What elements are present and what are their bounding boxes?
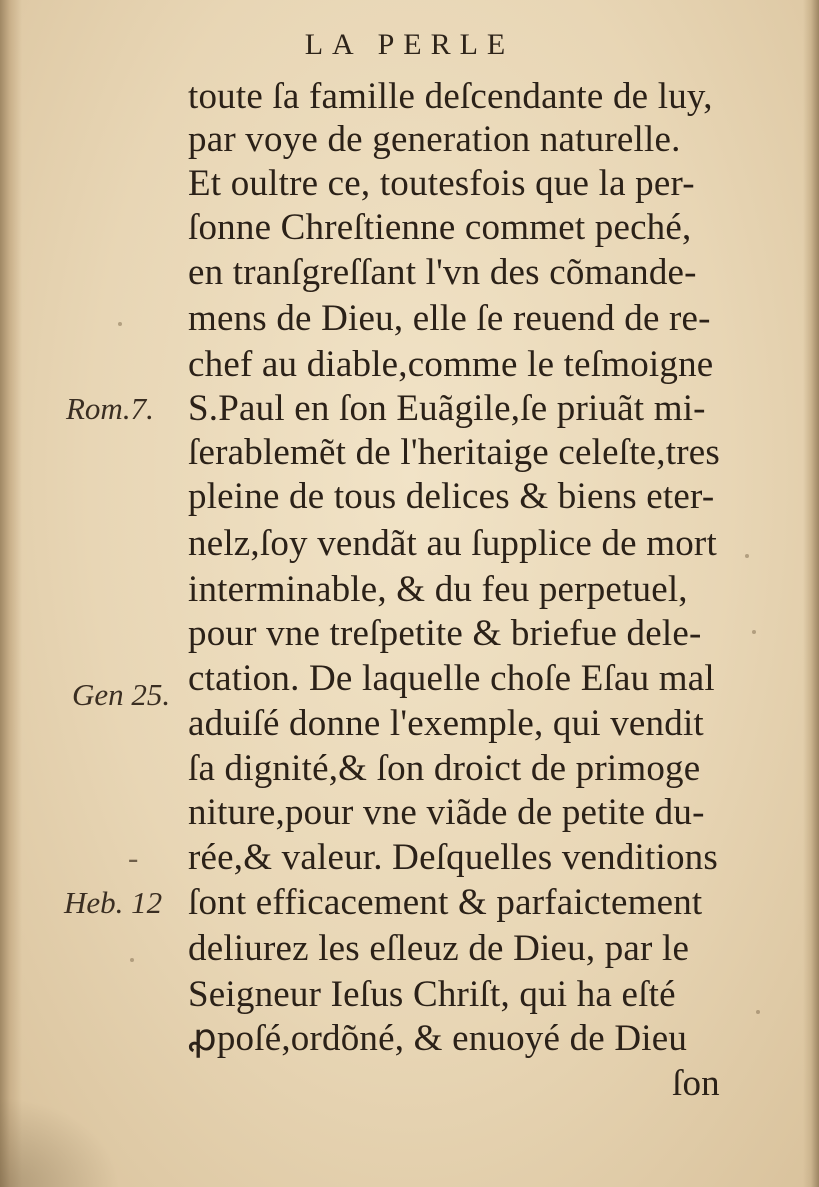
text-line: toute ſa famille deſcendante de luy, <box>188 76 713 117</box>
margin-note-gen: Gen 25. <box>72 677 171 712</box>
text-line: ſerablemẽt de l'heritaige celeſte,tres <box>188 432 720 473</box>
text-line: chef au diable,comme le teſmoigne <box>188 344 714 385</box>
ink-speck <box>752 630 756 634</box>
text-line: par voye de generation naturelle. <box>188 119 681 160</box>
text-line: S.Paul en ſon Euãgile,ſe priuãt mi- <box>188 388 706 429</box>
text-line: pour vne treſpetite & briefue dele- <box>188 613 702 654</box>
text-line: interminable, & du feu perpetuel, <box>188 569 688 610</box>
text-line: ꝓpoſé,ordõné, & enuoyé de Dieu <box>188 1018 688 1059</box>
ink-speck <box>756 1010 760 1014</box>
text-line: ctation. De laquelle choſe Eſau mal <box>188 658 715 699</box>
text-line: ſont efficacement & parfaictement <box>188 882 703 923</box>
text-line: nelz,ſoy vendãt au ſupplice de mort <box>188 523 717 564</box>
catchword: ſon <box>672 1063 720 1104</box>
ink-speck <box>130 958 134 962</box>
page-corner-shadow <box>0 1097 120 1187</box>
margin-note-heb: Heb. 12 <box>64 885 163 920</box>
ink-speck <box>118 322 122 326</box>
text-line: ſonne Chreſtienne commet peché, <box>188 207 692 248</box>
page-left-edge <box>0 0 22 1187</box>
ink-speck <box>745 554 749 558</box>
text-line: mens de Dieu, elle ſe reuend de re- <box>188 298 711 339</box>
text-line: en tranſgreſſant l'vn des cõmande- <box>188 252 697 293</box>
text-line: aduiſé donne l'exemple, qui vendit <box>188 703 704 744</box>
text-line: deliurez les eſleuz de Dieu, par le <box>188 928 690 969</box>
margin-note-dash: - <box>128 840 139 875</box>
text-line: ſa dignité,& ſon droict de primoge <box>188 748 701 789</box>
running-header: LA PERLE <box>304 28 515 61</box>
margin-note-rom: Rom.7. <box>66 391 154 426</box>
text-line: Et oultre ce, toutesfois que la per- <box>188 163 695 204</box>
page-right-edge <box>803 0 819 1187</box>
text-line: niture,pour vne viãde de petite du- <box>188 792 705 833</box>
text-line: Seigneur Ieſus Chriſt, qui ha eſté <box>188 974 676 1015</box>
text-line: rée,& valeur. Deſquelles venditions <box>188 837 718 878</box>
text-line: pleine de tous delices & biens eter- <box>188 476 715 517</box>
